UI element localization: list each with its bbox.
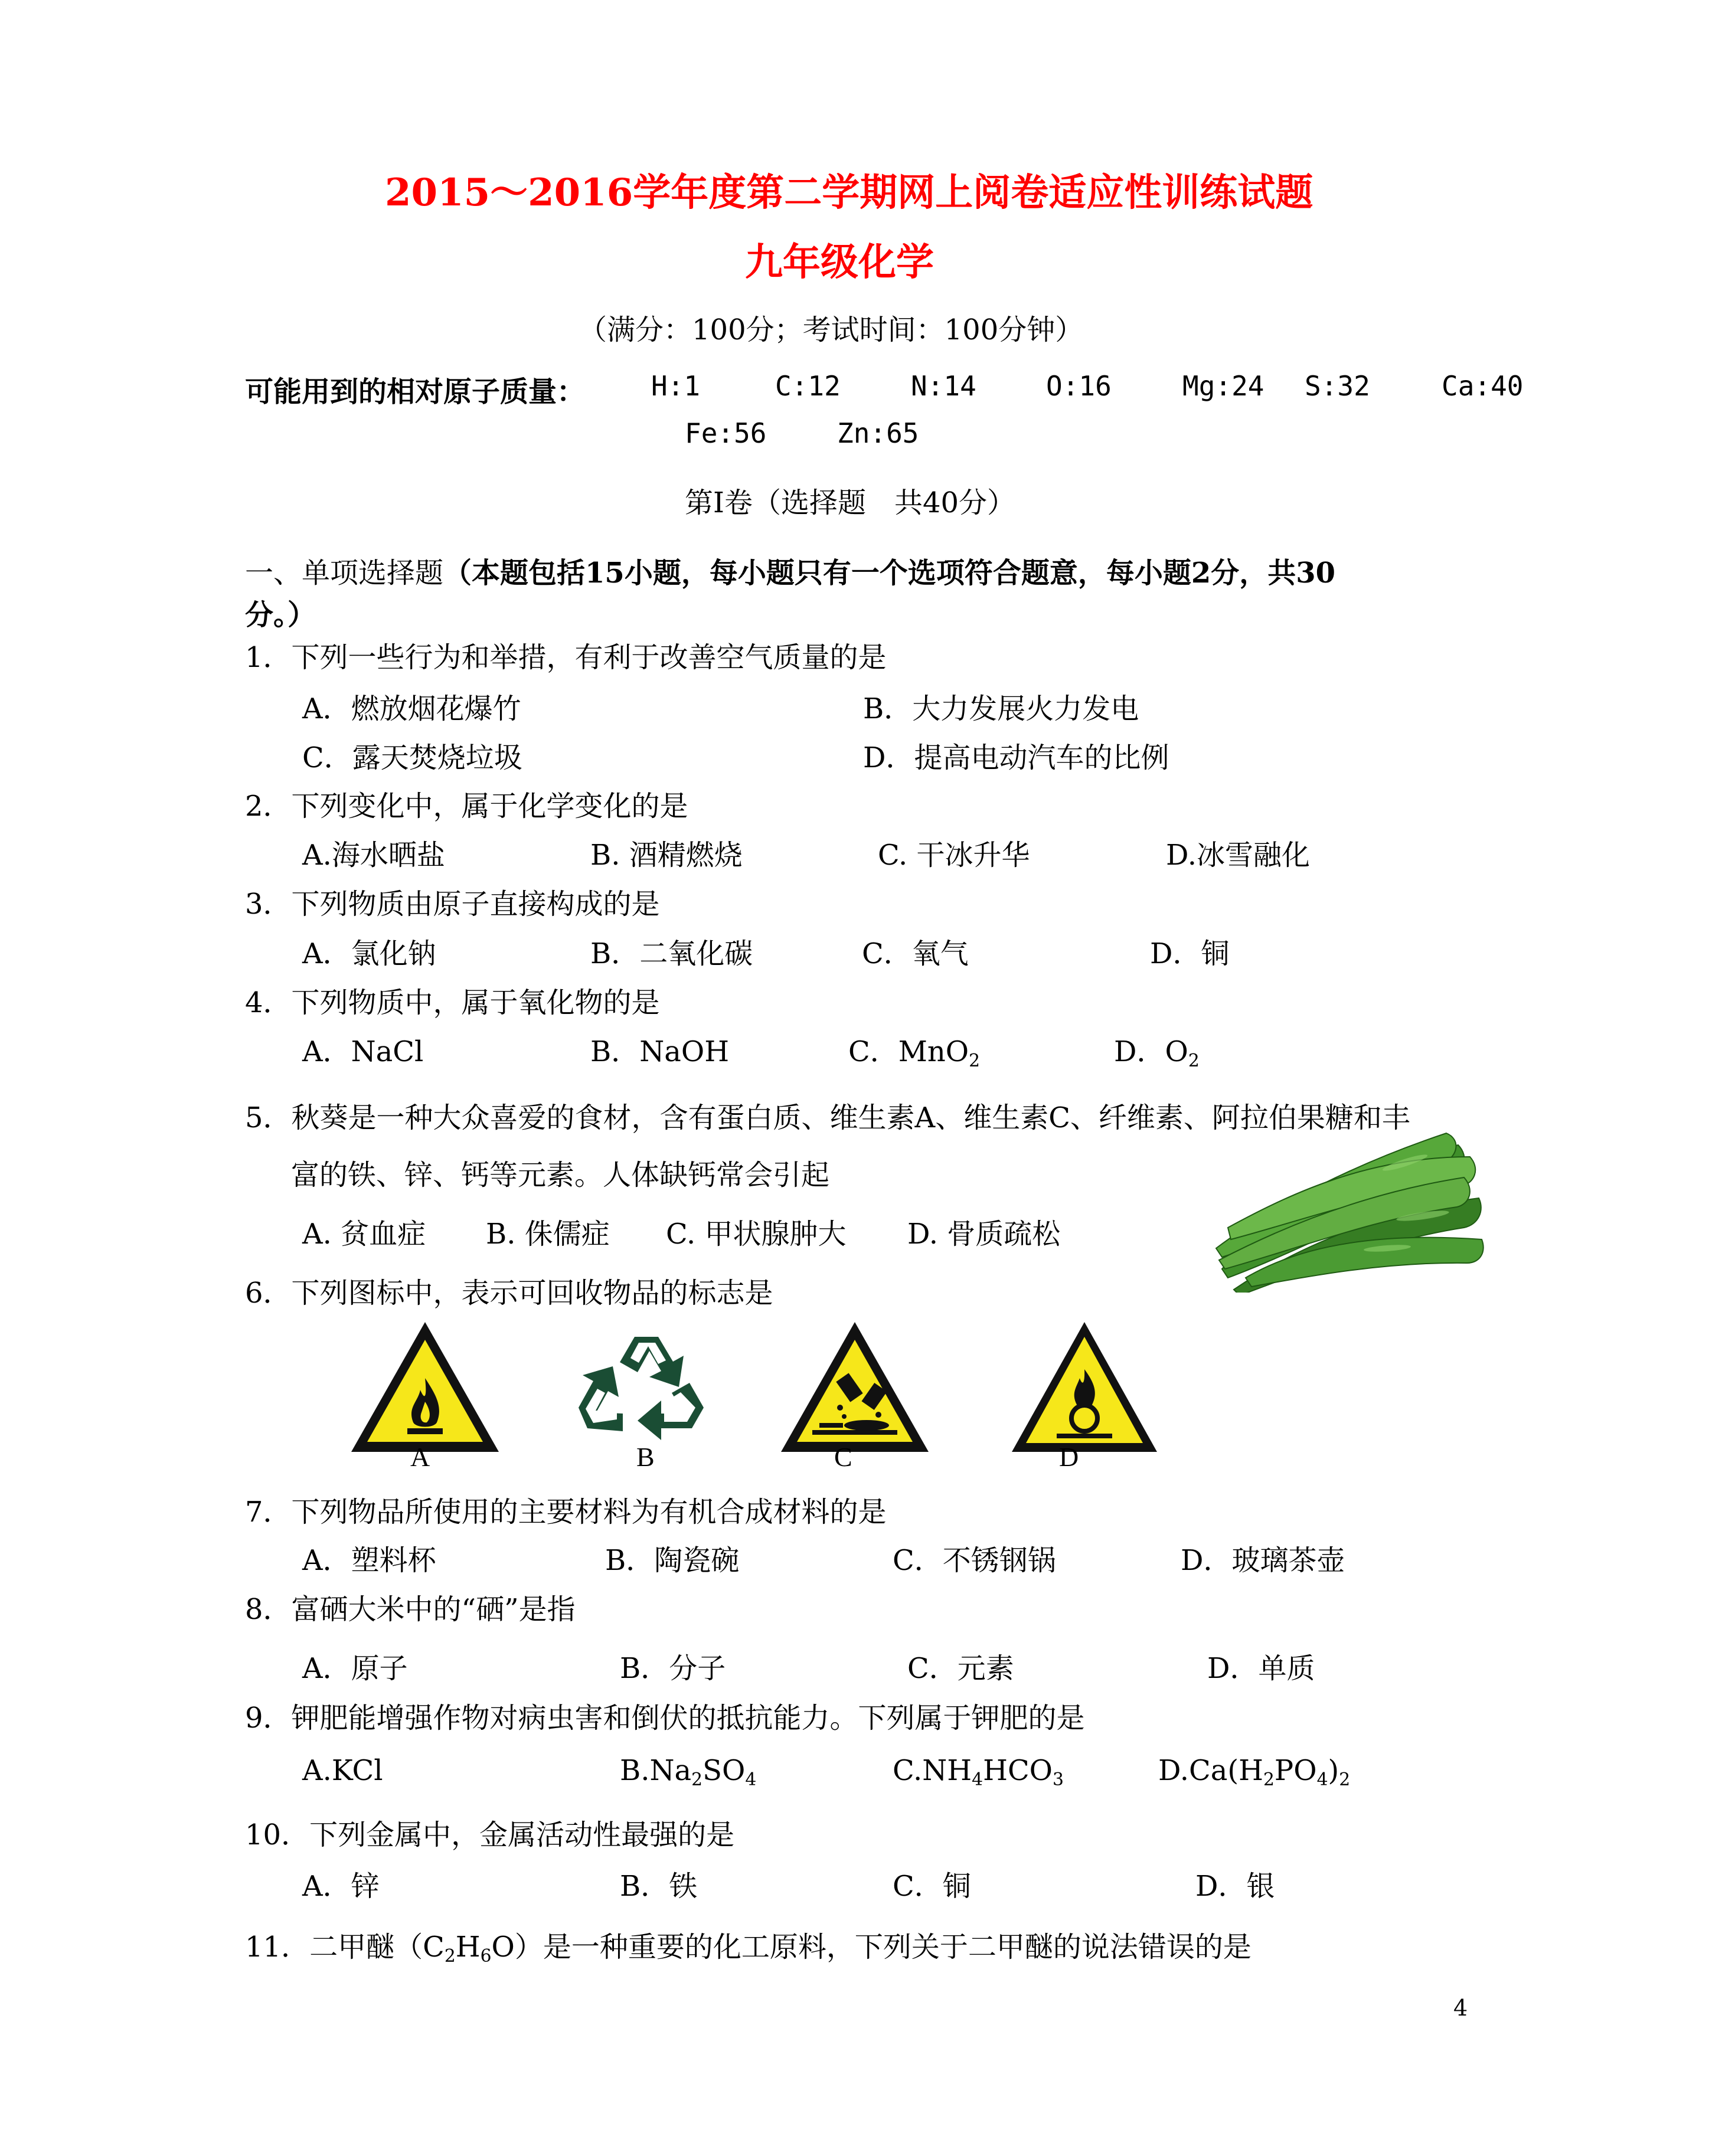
question-7-option-d: D．玻璃茶壶	[1181, 1544, 1345, 1577]
question-2-stem: 2．下列变化中，属于化学变化的是	[245, 790, 688, 823]
question-4-option-c-text: C．MnO	[848, 1035, 969, 1068]
question-7-option-a: A．塑料杯	[302, 1544, 436, 1577]
question-9-option-b-text: B.Na	[620, 1754, 692, 1787]
atomic-mass-fe: Fe:56	[685, 417, 767, 449]
score-time-note: （满分：100分；考试时间：100分钟）	[579, 313, 1084, 346]
question-5-option-b: B. 侏儒症	[486, 1218, 610, 1251]
atomic-mass-s: S:32	[1305, 370, 1370, 402]
question-9-option-d: $D.Ca(H_2PO_4)_2$	[1158, 1754, 1351, 1790]
question-8-option-c: C．元素	[907, 1652, 1014, 1685]
question-4-option-d-text: D．O	[1114, 1035, 1188, 1068]
question-4-stem: 4．下列物质中，属于氧化物的是	[245, 986, 660, 1019]
atomic-mass-mg: Mg:24	[1182, 370, 1264, 402]
question-6-stem: 6．下列图标中，表示可回收物品的标志是	[245, 1277, 773, 1310]
question-5-stem-cont: 富的铁、锌、钙等元素。人体缺钙常会引起	[291, 1159, 830, 1192]
question-9-stem: 9．钾肥能增强作物对病虫害和倒伏的抵抗能力。下列属于钾肥的是	[245, 1702, 1085, 1735]
atomic-mass-n: N:14	[911, 370, 976, 402]
page-number: 4	[1453, 1995, 1468, 2021]
corrosive-sign-icon	[778, 1319, 932, 1455]
atomic-mass-label: 可能用到的相对原子质量：	[245, 375, 586, 408]
sign-a-label: A	[410, 1442, 430, 1472]
question-1-option-c: C．露天焚烧垃圾	[302, 741, 522, 774]
question-1-option-b: B．大力发展火力发电	[863, 692, 1139, 725]
question-9-option-c-text: C.NH	[893, 1754, 972, 1787]
question-10-option-b: B．铁	[620, 1870, 698, 1903]
question-1-option-a: A．燃放烟花爆竹	[302, 692, 521, 725]
atomic-mass-ca: Ca:40	[1442, 370, 1524, 402]
question-7-stem: 7．下列物品所使用的主要材料为有机合成材料的是	[245, 1496, 887, 1529]
volume-title: 第Ⅰ卷（选择题 共40分）	[685, 486, 1016, 519]
question-9-option-d-text: D.Ca(H	[1158, 1754, 1263, 1787]
part-prefix: 一、单项选择题	[245, 557, 444, 590]
question-4-option-a: A．NaCl	[302, 1035, 424, 1068]
exam-subtitle: 九年级化学	[745, 240, 934, 284]
question-8-option-d: D．单质	[1207, 1652, 1315, 1685]
question-10-option-c: C．铜	[893, 1870, 971, 1903]
flammable-sign-icon	[348, 1319, 502, 1455]
sign-c-label: C	[834, 1442, 852, 1472]
recycle-sign-icon	[573, 1325, 720, 1452]
okra-image	[1210, 1121, 1488, 1293]
question-11-stem-a: 11．二甲醚（C	[245, 1931, 445, 1964]
exam-title: 2015～2016学年度第二学期网上阅卷适应性训练试题	[385, 171, 1313, 215]
question-10-stem: 10．下列金属中，金属活动性最强的是	[245, 1818, 735, 1851]
question-5-stem: 5．秋葵是一种大众喜爱的食材，含有蛋白质、维生素A、维生素C、纤维素、阿拉伯果糖和丰	[245, 1101, 1410, 1134]
question-3-stem: 3．下列物质由原子直接构成的是	[245, 888, 660, 921]
question-8-option-a: A．原子	[302, 1652, 408, 1685]
question-7-option-b: B．陶瓷碗	[605, 1544, 740, 1577]
atomic-mass-h: H:1	[651, 370, 701, 402]
question-4-option-b: B．NaOH	[590, 1035, 730, 1068]
question-4-option-c: C．MnO$_2$	[848, 1035, 981, 1071]
question-3-option-b: B．二氧化碳	[590, 937, 753, 970]
question-2-option-a: A.海水晒盐	[302, 839, 445, 872]
question-3-option-a: A．氯化钠	[302, 937, 436, 970]
part-description: （本题包括15小题，每小题只有一个选项符合题意，每小题2分，共30	[443, 557, 1336, 590]
question-1-option-d: D．提高电动汽车的比例	[863, 741, 1169, 774]
question-5-option-a: A. 贫血症	[302, 1218, 426, 1251]
atomic-mass-o: O:16	[1046, 370, 1112, 402]
question-9-option-b: $B.Na_2SO_4$	[620, 1754, 757, 1790]
part-description-cont: 分。）	[245, 598, 316, 632]
atomic-mass-zn: Zn:65	[837, 417, 919, 449]
question-2-option-c: C. 干冰升华	[878, 839, 1030, 872]
part-heading	[245, 550, 1335, 591]
oxidizer-sign-icon	[1011, 1319, 1158, 1455]
question-5-option-d: D. 骨质疏松	[907, 1218, 1061, 1251]
question-3-option-c: C．氧气	[862, 937, 969, 970]
question-8-stem: 8．富硒大米中的“硒”是指	[245, 1593, 576, 1626]
question-5-option-c: C. 甲状腺肿大	[666, 1218, 847, 1251]
question-3-option-d: D．铜	[1150, 937, 1230, 970]
question-10-option-d: D．银	[1195, 1870, 1275, 1903]
question-11-stem: 11．二甲醚$(C_2H_6O)$是一种重要的化工原料，下列关于二甲醚的说法错误的是	[245, 1931, 1251, 1967]
question-2-option-b: B. 酒精燃烧	[590, 839, 743, 872]
sign-d-label: D	[1059, 1442, 1079, 1472]
question-10-option-a: A．锌	[302, 1870, 380, 1903]
question-4-option-d: D．$O_2$	[1114, 1035, 1200, 1071]
question-7-option-c: C．不锈钢锅	[893, 1544, 1056, 1577]
question-1-stem: 1．下列一些行为和举措，有利于改善空气质量的是	[245, 641, 887, 674]
sign-b-label: B	[636, 1442, 655, 1472]
question-8-option-b: B．分子	[620, 1652, 726, 1685]
question-2-option-d: D.冰雪融化	[1166, 839, 1311, 872]
atomic-mass-c: C:12	[775, 370, 841, 402]
question-9-option-c: $C.NH_4HCO_3$	[893, 1754, 1064, 1790]
question-11-stem-b: O）是一种重要的化工原料，下列关于二甲醚的说法错误的是	[491, 1931, 1251, 1964]
question-9-option-a: A.KCl	[302, 1754, 383, 1787]
